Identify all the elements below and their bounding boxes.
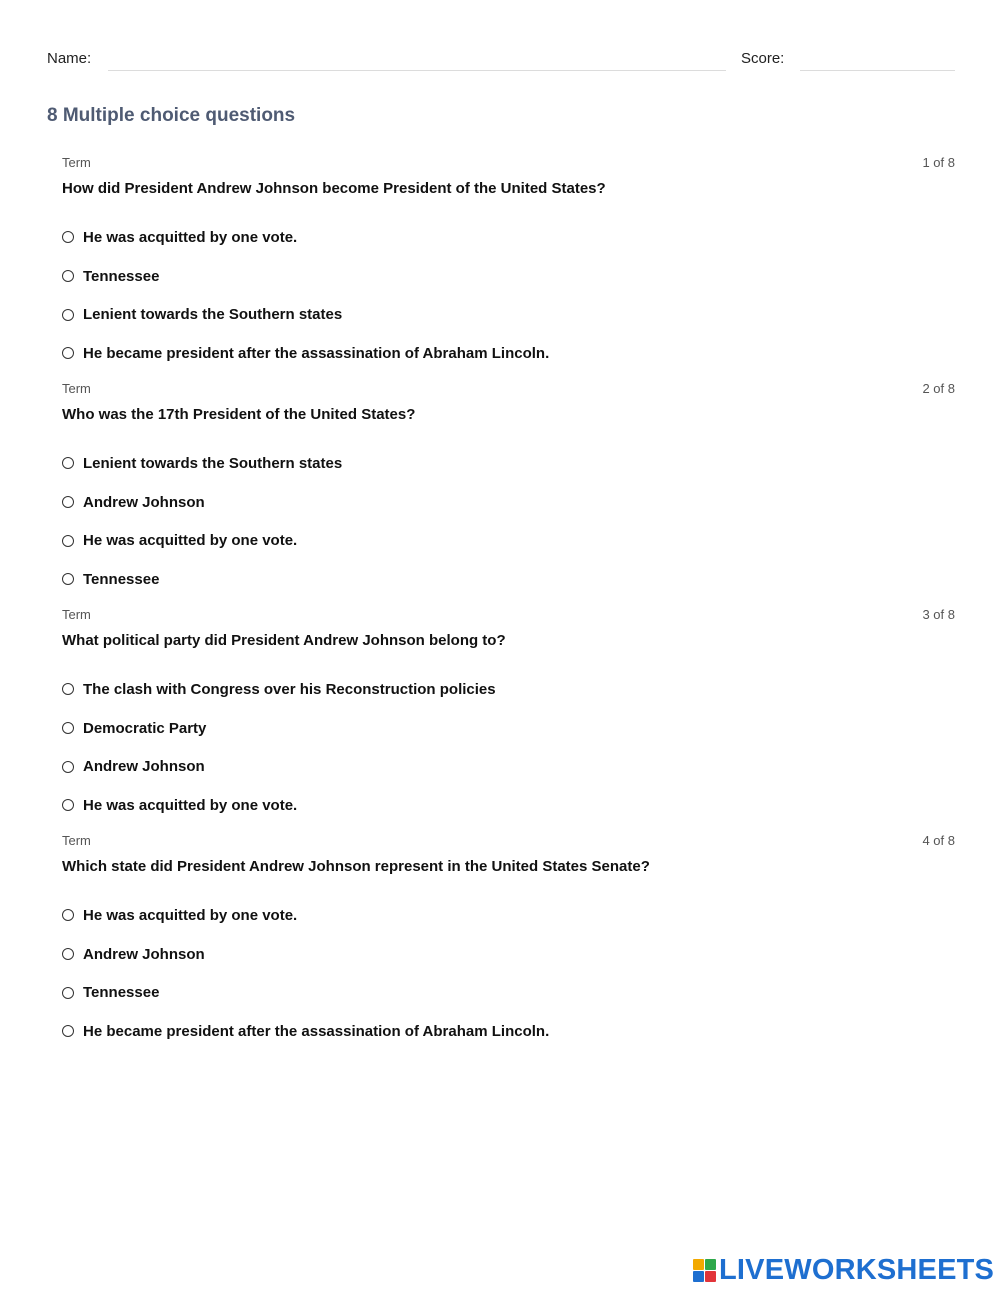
radio-button-icon[interactable]	[62, 347, 74, 359]
answer-option[interactable]	[62, 786, 496, 825]
answer-option[interactable]	[62, 709, 496, 748]
answer-option[interactable]	[62, 257, 549, 296]
liveworksheets-logo-icon	[693, 1259, 716, 1282]
question-header	[62, 604, 955, 630]
question-counter: 2 of 8	[922, 381, 955, 396]
answer-option-label: Tennessee	[83, 267, 160, 285]
answer-option[interactable]	[62, 973, 549, 1012]
answer-option-label: Lenient towards the Southern states	[83, 454, 343, 472]
answer-option-label: He was acquitted by one vote.	[83, 906, 298, 924]
answer-option[interactable]	[62, 747, 496, 786]
answer-option-label: He was acquitted by one vote.	[83, 796, 298, 814]
answer-option-label: Tennessee	[83, 570, 160, 588]
liveworksheets-logo	[693, 1254, 994, 1287]
answer-option[interactable]	[62, 483, 342, 522]
question-counter: 4 of 8	[922, 833, 955, 848]
question-list	[62, 152, 955, 1056]
answer-option[interactable]	[62, 334, 549, 373]
term-label: Term	[62, 381, 91, 396]
logo-icon-square	[705, 1271, 716, 1282]
answer-options	[62, 896, 549, 1051]
name-label: Name:	[47, 50, 92, 67]
question-text: Who was the 17th President of the United States?	[62, 406, 416, 423]
question-block	[62, 830, 955, 1056]
score-field-line[interactable]	[800, 70, 955, 71]
radio-button-icon[interactable]	[62, 761, 74, 773]
section-title: 8 Multiple choice questions	[47, 105, 296, 126]
logo-icon-square	[705, 1259, 716, 1270]
answer-option-label: He became president after the assassination of Abraham Lincoln.	[83, 1022, 550, 1040]
logo-text: LIVEWORKSHEETS	[719, 1254, 995, 1286]
question-header	[62, 152, 955, 178]
question-block	[62, 152, 955, 378]
worksheet-header	[47, 48, 955, 72]
answer-option-label: He became president after the assassination of Abraham Lincoln.	[83, 344, 550, 362]
answer-option[interactable]	[62, 1012, 549, 1051]
answer-option-label: Lenient towards the Southern states	[83, 306, 343, 324]
radio-button-icon[interactable]	[62, 535, 74, 547]
radio-button-icon[interactable]	[62, 270, 74, 282]
answer-option[interactable]	[62, 560, 342, 599]
answer-option[interactable]	[62, 521, 342, 560]
answer-option-label: He was acquitted by one vote.	[83, 228, 298, 246]
radio-button-icon[interactable]	[62, 722, 74, 734]
question-counter: 3 of 8	[922, 607, 955, 622]
question-text: What political party did President Andrew Johnson belong to?	[62, 632, 506, 649]
radio-button-icon[interactable]	[62, 948, 74, 960]
score-label: Score:	[741, 50, 785, 67]
question-text: Which state did President Andrew Johnson represent in the United States Senate?	[62, 858, 650, 875]
answer-option-label: Democratic Party	[83, 719, 207, 737]
answer-options	[62, 218, 549, 373]
name-field-line[interactable]	[108, 70, 726, 71]
term-label: Term	[62, 155, 91, 170]
radio-button-icon[interactable]	[62, 683, 74, 695]
radio-button-icon[interactable]	[62, 496, 74, 508]
answer-option[interactable]	[62, 896, 549, 935]
radio-button-icon[interactable]	[62, 231, 74, 243]
term-label: Term	[62, 833, 91, 848]
answer-option[interactable]	[62, 295, 549, 334]
radio-button-icon[interactable]	[62, 799, 74, 811]
answer-option-label: He was acquitted by one vote.	[83, 532, 298, 550]
answer-option-label: Andrew Johnson	[83, 758, 205, 776]
radio-button-icon[interactable]	[62, 987, 74, 999]
answer-option-label: Andrew Johnson	[83, 945, 205, 963]
question-header	[62, 378, 955, 404]
term-label: Term	[62, 607, 91, 622]
answer-options	[62, 670, 496, 825]
radio-button-icon[interactable]	[62, 1025, 74, 1037]
logo-icon-square	[693, 1259, 704, 1270]
answer-option[interactable]	[62, 444, 342, 483]
question-counter: 1 of 8	[922, 155, 955, 170]
question-text: How did President Andrew Johnson become President of the United States?	[62, 180, 606, 197]
question-block	[62, 604, 955, 830]
logo-icon-square	[693, 1271, 704, 1282]
question-header	[62, 830, 955, 856]
answer-option[interactable]	[62, 935, 549, 974]
answer-option[interactable]	[62, 218, 549, 257]
answer-option-label: Andrew Johnson	[83, 493, 205, 511]
radio-button-icon[interactable]	[62, 309, 74, 321]
answer-option[interactable]	[62, 670, 496, 709]
answer-option-label: The clash with Congress over his Reconstruction policies	[83, 680, 496, 698]
answer-options	[62, 444, 342, 599]
radio-button-icon[interactable]	[62, 457, 74, 469]
question-block	[62, 378, 955, 604]
radio-button-icon[interactable]	[62, 909, 74, 921]
answer-option-label: Tennessee	[83, 984, 160, 1002]
radio-button-icon[interactable]	[62, 573, 74, 585]
